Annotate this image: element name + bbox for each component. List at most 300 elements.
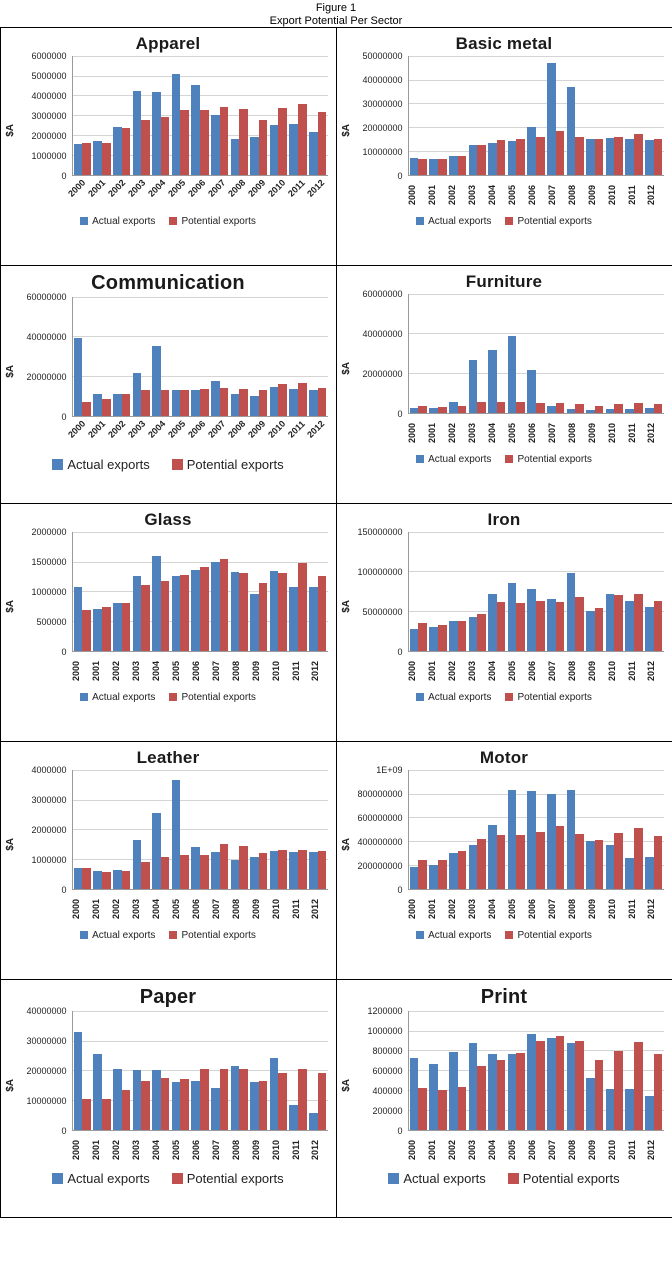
bar-group — [526, 532, 546, 651]
bar-potential — [595, 1060, 604, 1129]
legend-swatch-icon — [172, 1173, 183, 1184]
bar-potential — [239, 573, 248, 650]
bar-actual — [410, 408, 419, 413]
bar-group — [507, 770, 527, 889]
bar-actual — [586, 139, 595, 175]
bar-potential — [278, 384, 287, 416]
x-tick-labels — [72, 652, 328, 682]
x-tick-label: 2003 — [466, 1139, 477, 1160]
bar-group — [565, 770, 585, 889]
x-tick-labels — [65, 176, 328, 206]
x-tick-label: 2011 — [290, 661, 301, 681]
x-tick-label: 2000 — [406, 1139, 417, 1160]
x-tick-label: 2012 — [646, 184, 657, 205]
bar-potential — [200, 567, 209, 650]
x-tick-label: 2003 — [130, 660, 141, 681]
bar-group — [585, 532, 605, 651]
x-tick-label: 2010 — [606, 184, 617, 205]
bar-actual — [289, 587, 298, 651]
legend-item-actual — [52, 457, 149, 472]
bar-group — [288, 297, 308, 416]
legend-label-potential: Potential exports — [517, 929, 592, 941]
y-tick-label: 2000000 — [31, 824, 67, 835]
x-tick-label: 2010 — [606, 660, 617, 681]
bar-potential — [477, 402, 486, 413]
y-axis-label: $A — [4, 838, 16, 852]
x-tick-label: 2008 — [566, 184, 577, 205]
x-tick-label: 2010 — [606, 422, 617, 443]
bar-actual — [625, 409, 634, 413]
bar-actual — [231, 572, 240, 651]
y-tick-label: 0 — [397, 1125, 403, 1136]
legend-swatch-icon — [52, 459, 63, 470]
bar-group — [229, 1011, 249, 1130]
x-tick-label: 2012 — [310, 1139, 321, 1160]
legend-item-potential — [505, 692, 592, 703]
chart-legend — [341, 216, 668, 227]
legend-label-potential: Potential exports — [186, 456, 284, 472]
bar-potential — [259, 583, 268, 651]
bar-potential — [122, 871, 131, 889]
bar-group — [190, 56, 210, 175]
bar-group — [131, 56, 151, 175]
y-axis-label: $A — [4, 600, 16, 614]
x-tick-label: 2012 — [305, 418, 327, 440]
y-tick-labels — [18, 764, 70, 895]
bar-potential — [298, 383, 307, 416]
x-tick-label: 2011 — [626, 423, 637, 443]
bar-actual — [74, 587, 83, 651]
legend-item-actual — [416, 454, 491, 465]
chart-title: Iron — [487, 509, 521, 529]
bar-group — [546, 294, 566, 413]
bar-potential — [298, 104, 307, 174]
x-tick-label: 2007 — [546, 1139, 557, 1160]
x-tick-label: 2003 — [466, 898, 477, 919]
y-tick-label: 5000000 — [31, 70, 67, 81]
bar-actual — [645, 857, 654, 889]
y-axis-label: $A — [4, 365, 16, 379]
y-tick-label: 10000000 — [26, 1095, 67, 1106]
bar-potential — [654, 601, 663, 651]
plot-area — [4, 764, 332, 920]
bar-potential — [614, 833, 623, 889]
chart-panel-print — [336, 979, 672, 1218]
bar-group — [605, 1011, 625, 1130]
bar-group — [210, 770, 230, 889]
bar-group — [409, 1011, 429, 1130]
x-tick-label: 2000 — [70, 660, 81, 681]
bar-actual — [231, 139, 240, 175]
bar-group — [526, 294, 546, 413]
bar-potential — [122, 1090, 131, 1130]
bar-actual — [429, 159, 438, 174]
y-tick-label: 0 — [61, 170, 67, 181]
x-tick-label: 2002 — [446, 184, 457, 205]
bar-group — [190, 770, 210, 889]
x-tick-label: 2003 — [125, 177, 147, 199]
y-tick-labels — [354, 50, 406, 181]
bar-potential — [497, 1060, 506, 1129]
bar-potential — [141, 1081, 150, 1130]
bar-group — [467, 294, 487, 413]
bar-potential — [82, 1099, 91, 1130]
bar-potential — [614, 137, 623, 175]
x-tick-label: 2007 — [205, 418, 228, 440]
bar-potential — [575, 404, 584, 413]
x-tick-label: 2007 — [546, 898, 557, 919]
bar-potential — [458, 406, 467, 413]
bar-potential — [278, 108, 287, 174]
bar-actual — [270, 387, 279, 416]
bar-actual — [152, 92, 161, 174]
y-tick-label: 600000 — [372, 1065, 403, 1076]
bar-actual — [429, 627, 438, 651]
bar-actual — [172, 390, 181, 416]
bar-potential — [220, 1069, 229, 1130]
bar-actual — [211, 115, 220, 175]
bar-potential — [102, 872, 111, 889]
bar-potential — [438, 860, 447, 889]
bar-actual — [410, 629, 419, 650]
y-axis-label: $A — [4, 124, 16, 138]
bar-actual — [586, 410, 595, 413]
y-tick-label: 40000000 — [26, 1005, 67, 1016]
plot-canvas — [72, 297, 328, 417]
x-tick-label: 2001 — [426, 898, 437, 919]
x-tick-label: 2010 — [606, 1139, 617, 1160]
figure-header — [0, 0, 672, 27]
legend-swatch-icon — [416, 455, 424, 463]
x-tick-label: 2008 — [230, 1139, 241, 1160]
chart-panel-motor — [336, 741, 672, 980]
bar-group — [507, 56, 527, 175]
bar-actual — [547, 1038, 556, 1130]
x-tick-label: 2004 — [486, 422, 497, 443]
x-tick-labels — [65, 417, 328, 447]
legend-label-actual: Actual exports — [92, 691, 156, 703]
bar-potential — [161, 857, 170, 889]
bar-actual — [410, 867, 419, 888]
x-tick-label: 2006 — [526, 660, 537, 681]
bar-actual — [527, 1034, 536, 1130]
bar-group — [448, 1011, 468, 1130]
y-tick-label: 2000000 — [31, 526, 67, 537]
bar-group — [487, 294, 507, 413]
bar-actual — [586, 1078, 595, 1130]
bar-potential — [536, 137, 545, 175]
bar-actual — [429, 408, 438, 413]
x-tick-label: 2012 — [310, 898, 321, 919]
bar-actual — [449, 621, 458, 651]
bar-potential — [161, 1078, 170, 1130]
bar-actual — [211, 562, 220, 651]
x-tick-label: 2009 — [586, 660, 597, 681]
axis-area — [18, 50, 332, 206]
plot-area — [4, 50, 332, 206]
bar-group — [487, 532, 507, 651]
y-tick-labels — [18, 50, 70, 181]
bar-potential — [161, 581, 170, 651]
bar-group — [112, 770, 132, 889]
bar-groups — [73, 56, 328, 175]
y-tick-label: 20000000 — [26, 371, 67, 382]
bar-potential — [418, 159, 427, 174]
y-axis-label: $A — [4, 1079, 16, 1093]
bar-potential — [200, 855, 209, 889]
bar-group — [269, 297, 289, 416]
bar-actual — [625, 139, 634, 175]
x-tick-labels — [72, 890, 328, 920]
bar-actual — [645, 140, 654, 175]
bar-potential — [220, 844, 229, 889]
y-tick-label: 40000000 — [26, 331, 67, 342]
bar-group — [92, 297, 112, 416]
bar-actual — [429, 865, 438, 889]
chart-title: Leather — [136, 747, 200, 767]
bar-actual — [567, 573, 576, 651]
bar-potential — [180, 390, 189, 416]
y-tick-label: 0 — [61, 884, 67, 895]
bar-group — [229, 770, 249, 889]
y-tick-label: 0 — [397, 646, 403, 657]
bar-potential — [141, 585, 150, 650]
bar-groups — [73, 770, 328, 889]
y-axis-label: $A — [340, 362, 352, 376]
bar-potential — [458, 851, 467, 889]
x-tick-label: 2001 — [90, 898, 101, 919]
bar-actual — [410, 158, 419, 175]
bar-actual — [74, 338, 83, 415]
bar-group — [585, 1011, 605, 1130]
bar-potential — [239, 846, 248, 889]
bar-potential — [477, 614, 486, 651]
bar-potential — [634, 134, 643, 174]
x-tick-label: 2000 — [406, 660, 417, 681]
x-tick-label: 2000 — [70, 898, 81, 919]
bar-group — [131, 770, 151, 889]
y-tick-label: 200000000 — [357, 860, 403, 871]
bar-group — [112, 1011, 132, 1130]
legend-item-potential — [172, 1171, 284, 1186]
bar-potential — [102, 399, 111, 416]
y-tick-label: 800000000 — [357, 788, 403, 799]
bar-potential — [239, 109, 248, 174]
bar-group — [605, 56, 625, 175]
x-tick-label: 2011 — [626, 899, 637, 919]
y-tick-label: 40000000 — [362, 74, 403, 85]
bar-actual — [606, 845, 615, 889]
chart-panel-apparel — [0, 27, 337, 266]
legend-swatch-icon — [505, 455, 513, 463]
y-tick-label: 0 — [61, 411, 67, 422]
bar-potential — [318, 388, 327, 416]
bar-group — [151, 1011, 171, 1130]
bar-group — [92, 770, 112, 889]
x-tick-label: 2010 — [265, 177, 288, 199]
bar-potential — [458, 1087, 467, 1130]
legend-swatch-icon — [508, 1173, 519, 1184]
bar-potential — [298, 850, 307, 889]
y-tick-label: 50000000 — [362, 50, 403, 61]
x-tick-label: 2002 — [446, 660, 457, 681]
y-tick-label: 4000000 — [31, 90, 67, 101]
legend-item-actual — [52, 1171, 149, 1186]
bar-group — [585, 770, 605, 889]
x-tick-label: 2010 — [606, 898, 617, 919]
y-tick-label: 100000000 — [357, 566, 403, 577]
bar-group — [526, 1011, 546, 1130]
bar-actual — [211, 1088, 220, 1130]
bar-group — [308, 532, 328, 651]
chart-legend — [341, 454, 668, 465]
bar-group — [585, 56, 605, 175]
bar-actual — [508, 1054, 517, 1129]
x-tick-label: 2007 — [210, 1139, 221, 1160]
bar-potential — [102, 607, 111, 651]
bar-potential — [634, 403, 643, 413]
bar-potential — [318, 1073, 327, 1130]
chart-panel-leather — [0, 741, 337, 980]
bar-potential — [634, 1042, 643, 1130]
bar-groups — [73, 532, 328, 651]
bar-actual — [93, 1054, 102, 1130]
x-tick-label: 2011 — [285, 177, 307, 199]
x-tick-label: 2005 — [170, 660, 181, 681]
x-tick-label: 2002 — [105, 177, 127, 199]
bar-potential — [220, 107, 229, 174]
bar-actual — [113, 1069, 122, 1130]
bar-group — [190, 1011, 210, 1130]
x-tick-label: 2009 — [250, 898, 261, 919]
x-tick-label: 2004 — [150, 898, 161, 919]
x-tick-label: 2006 — [526, 898, 537, 919]
x-tick-label: 2004 — [486, 660, 497, 681]
chart-title: Glass — [144, 509, 192, 529]
bar-group — [171, 532, 191, 651]
bar-group — [428, 532, 448, 651]
bar-potential — [318, 112, 327, 174]
bar-group — [624, 532, 644, 651]
y-tick-label: 30000000 — [362, 98, 403, 109]
x-tick-label: 2006 — [526, 422, 537, 443]
chart-legend — [5, 930, 332, 941]
bar-potential — [614, 404, 623, 413]
bar-groups — [409, 56, 664, 175]
bar-potential — [575, 597, 584, 651]
bar-group — [565, 294, 585, 413]
plot-canvas — [408, 56, 664, 176]
legend-swatch-icon — [80, 217, 88, 225]
x-tick-label: 2007 — [210, 898, 221, 919]
bar-group — [73, 532, 93, 651]
bar-group — [249, 56, 269, 175]
bar-actual — [508, 141, 517, 174]
bar-actual — [488, 350, 497, 412]
x-tick-label: 2010 — [265, 418, 288, 440]
bar-group — [565, 56, 585, 175]
x-tick-label: 2000 — [406, 422, 417, 443]
bar-group — [308, 1011, 328, 1130]
bar-group — [131, 1011, 151, 1130]
y-axis-label: $A — [340, 600, 352, 614]
bar-actual — [309, 587, 318, 651]
bar-group — [151, 532, 171, 651]
bar-group — [585, 294, 605, 413]
chart-legend — [5, 1171, 332, 1186]
plot-canvas — [72, 532, 328, 652]
bar-actual — [606, 594, 615, 651]
x-tick-label: 2012 — [305, 177, 327, 199]
bar-actual — [152, 1070, 161, 1130]
bar-potential — [654, 139, 663, 175]
bar-potential — [614, 1051, 623, 1129]
chart-title: Motor — [479, 747, 529, 767]
y-axis-label: $A — [340, 838, 352, 852]
bar-potential — [180, 1079, 189, 1130]
bar-group — [605, 532, 625, 651]
bar-potential — [634, 594, 643, 651]
bar-actual — [191, 85, 200, 175]
x-tick-label: 2005 — [506, 422, 517, 443]
y-tick-label: 10000000 — [362, 146, 403, 157]
bar-potential — [418, 623, 427, 651]
bar-group — [428, 770, 448, 889]
bar-potential — [654, 836, 663, 888]
y-tick-label: 40000000 — [362, 328, 403, 339]
y-tick-label: 1200000 — [367, 1005, 403, 1016]
x-tick-label: 2006 — [190, 660, 201, 681]
bar-potential — [82, 610, 91, 650]
bar-actual — [289, 852, 298, 889]
bar-group — [565, 1011, 585, 1130]
y-tick-labels — [354, 526, 406, 657]
bar-potential — [122, 603, 131, 651]
legend-label-actual: Actual exports — [92, 215, 156, 227]
legend-item-actual — [80, 692, 155, 703]
x-tick-label: 2002 — [110, 898, 121, 919]
axis-area — [354, 764, 668, 920]
x-tick-label: 2006 — [526, 1139, 537, 1160]
bar-potential — [278, 1073, 287, 1130]
x-tick-label: 2009 — [245, 418, 268, 440]
x-tick-label: 2009 — [250, 660, 261, 681]
bar-actual — [449, 853, 458, 889]
bar-group — [624, 770, 644, 889]
bar-group — [73, 56, 93, 175]
bar-actual — [270, 1058, 279, 1129]
x-tick-label: 2002 — [446, 422, 457, 443]
y-tick-label: 800000 — [372, 1045, 403, 1056]
bar-group — [229, 56, 249, 175]
y-tick-label: 200000 — [372, 1105, 403, 1116]
chart-legend — [5, 457, 332, 472]
bar-actual — [567, 790, 576, 889]
bar-group — [269, 770, 289, 889]
bar-actual — [645, 408, 654, 413]
legend-item-potential — [508, 1171, 620, 1186]
bar-actual — [547, 63, 556, 175]
bar-actual — [270, 571, 279, 651]
legend-swatch-icon — [416, 693, 424, 701]
bar-group — [428, 1011, 448, 1130]
bar-potential — [278, 850, 287, 889]
bar-actual — [508, 790, 517, 889]
bar-group — [467, 532, 487, 651]
legend-item-potential — [505, 930, 592, 941]
bar-group — [92, 1011, 112, 1130]
bar-actual — [527, 370, 536, 413]
